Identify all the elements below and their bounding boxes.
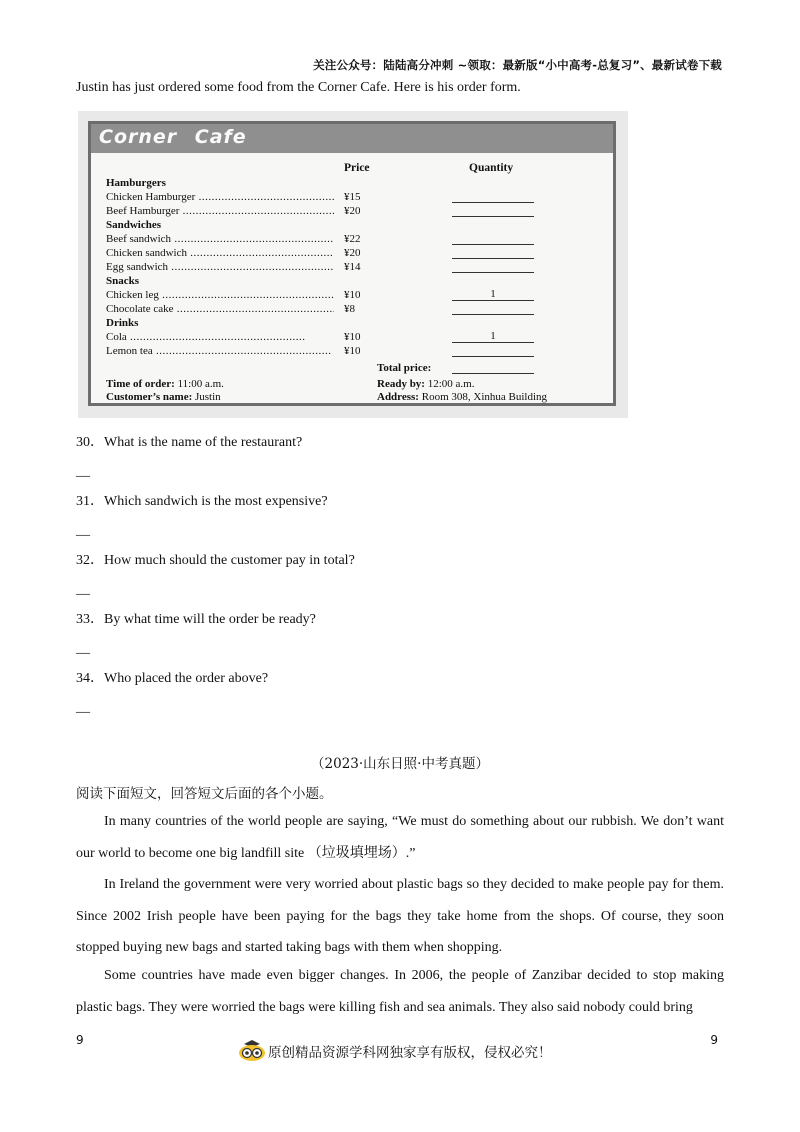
- category-name: Hamburgers: [106, 177, 166, 189]
- category-name: Snacks: [106, 275, 140, 287]
- time-of-order: [106, 377, 224, 391]
- item-price: ¥20: [344, 205, 361, 217]
- item-price: ¥10: [344, 331, 361, 343]
- menu-item: [106, 261, 334, 278]
- item-name: Beef Hamburger .....: [106, 205, 334, 218]
- item-name: Beef sandwich .....: [106, 233, 334, 246]
- order-form: [88, 121, 616, 406]
- paragraph-2: In Ireland the government were very worried about plastic bags so they decided to make people pay for them. Since 2002 Irish people have been paying for the bags they take home from the shops. Of course, they soon stopped buying new bags and started taking bags with them when shopping.: [76, 877, 724, 955]
- address-label: Address:: [377, 391, 419, 403]
- time-value: 11:00 a.m.: [177, 378, 224, 390]
- menu-category: [106, 317, 138, 330]
- question-32: 32．How much should the customer pay in total?: [76, 553, 355, 568]
- address: [377, 390, 547, 404]
- item-price: ¥14: [344, 261, 361, 273]
- item-quantity: 1: [452, 288, 534, 301]
- item-price: ¥22: [344, 233, 361, 245]
- menu-item: [106, 345, 334, 362]
- quantity-header: Quantity: [469, 162, 514, 174]
- item-name: Lemon tea .....: [106, 345, 334, 358]
- item-name: Chicken leg .....: [106, 289, 334, 302]
- item-name: Chicken sandwich .....: [106, 247, 334, 260]
- item-quantity: [452, 204, 534, 217]
- item-name: Chicken Hamburger .....: [106, 191, 334, 204]
- ready-value: 12:00 a.m.: [427, 378, 475, 390]
- item-quantity: [452, 302, 534, 315]
- page-number-left: 9: [76, 1033, 84, 1047]
- customer-value: Justin: [195, 391, 221, 403]
- paragraph-1: In many countries of the world people are saying, “We must do something about our rubbish. We don’t want our world to become one big landfill site （垃圾填埋场）.”: [76, 814, 724, 861]
- header-note: 关注公众号：陆陆高分冲刺 ~领取：最新版“小中高考-总复习”、最新试卷下载: [313, 58, 722, 72]
- paragraph-3: Some countries have made even bigger changes. In 2006, the people of Zanzibar decided to stop making plastic bags. They were worried the bags were killing fish and sea animals. They also said nobody could bring: [76, 968, 724, 1015]
- item-quantity: [452, 260, 534, 273]
- item-price: ¥15: [344, 191, 361, 203]
- total-label: Total price:: [377, 362, 432, 374]
- intro-text: Justin has just ordered some food from the Corner Cafe. Here is his order form.: [76, 80, 521, 95]
- answer-blank-34: __: [76, 700, 90, 715]
- item-quantity: [452, 190, 534, 203]
- item-quantity: [452, 232, 534, 245]
- time-label: Time of order:: [106, 378, 175, 390]
- question-31: 31．Which sandwich is the most expensive?: [76, 494, 328, 509]
- answer-blank-31: __: [76, 523, 90, 538]
- item-price: ¥8: [344, 303, 355, 315]
- answer-blank-32: __: [76, 582, 90, 597]
- item-price: ¥20: [344, 247, 361, 259]
- page-number-right: 9: [710, 1033, 718, 1047]
- owl-logo-icon: [238, 1040, 266, 1062]
- ready-by: [377, 377, 474, 391]
- menu-item: [106, 303, 334, 320]
- item-name: Cola .....: [106, 331, 334, 344]
- menu-category: [106, 219, 161, 232]
- total-price-blank: [452, 361, 534, 374]
- item-price: ¥10: [344, 345, 361, 357]
- order-form-image: [78, 111, 628, 418]
- question-33: 33．By what time will the order be ready?: [76, 612, 316, 627]
- item-quantity: 1: [452, 330, 534, 343]
- footer-text: 原创精品资源学科网独家享有版权，侵权必究！: [268, 1045, 552, 1061]
- footer-note: [238, 1040, 552, 1062]
- category-name: Drinks: [106, 317, 139, 329]
- answer-blank-33: __: [76, 641, 90, 656]
- form-banner: [91, 124, 613, 153]
- customer-label: Customer’s name:: [106, 391, 193, 403]
- item-name: Chocolate cake .....: [106, 303, 334, 316]
- source-note: （2023·山东日照·中考真题）: [311, 756, 489, 772]
- question-30: 30．What is the name of the restaurant?: [76, 435, 303, 450]
- item-price: ¥10: [344, 289, 361, 301]
- total-price: [377, 361, 431, 375]
- customer-name: [106, 390, 221, 404]
- item-quantity: [452, 246, 534, 259]
- menu-category: [106, 177, 166, 190]
- item-name: Egg sandwich .....: [106, 261, 334, 274]
- address-value: Room 308, Xinhua Building: [421, 391, 548, 403]
- instruction: 阅读下面短文，回答短文后面的各个小题。: [76, 786, 333, 802]
- question-34: 34．Who placed the order above?: [76, 671, 269, 686]
- item-quantity: [452, 344, 534, 357]
- menu-category: [106, 275, 139, 288]
- category-name: Sandwiches: [106, 219, 162, 231]
- answer-blank-30: __: [76, 464, 90, 479]
- form-title: Corner Cafe: [99, 126, 247, 148]
- price-header: Price: [344, 162, 370, 174]
- ready-label: Ready by:: [377, 378, 425, 390]
